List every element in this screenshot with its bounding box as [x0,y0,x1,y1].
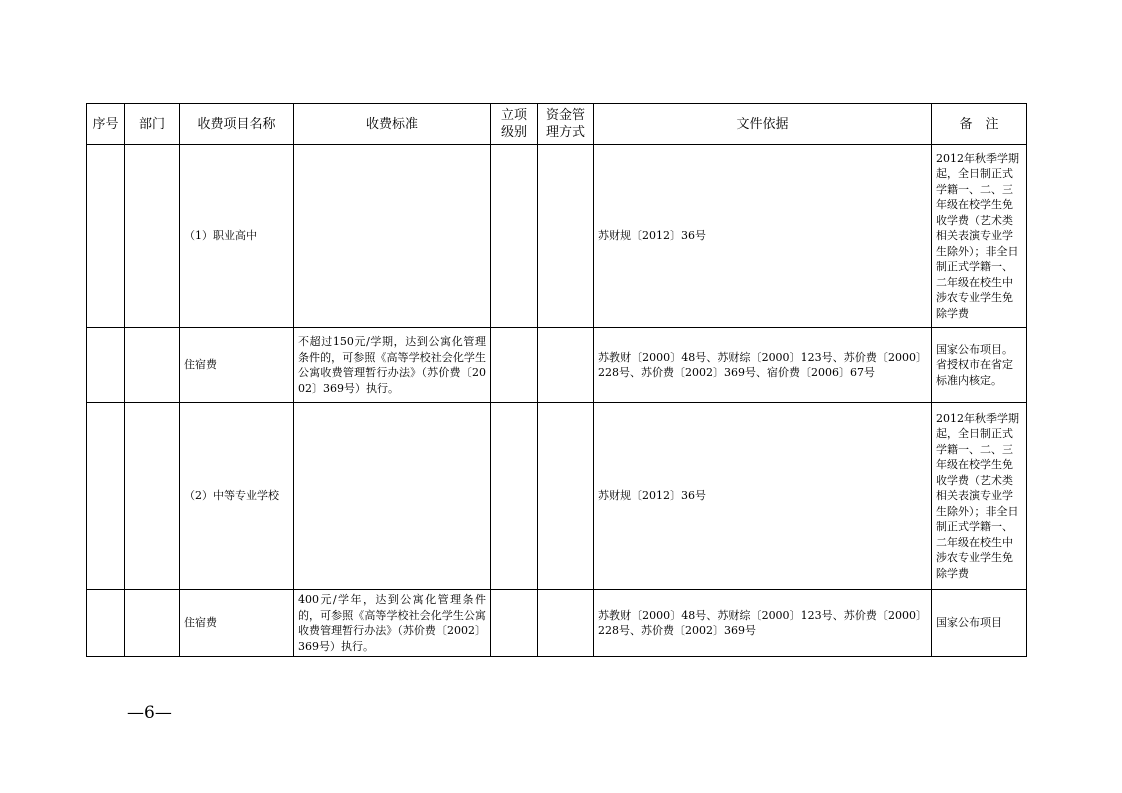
cell-level [491,403,538,590]
cell-note: 国家公布项目 [932,590,1027,657]
header-no: 序号 [87,104,125,145]
cell-basis: 苏教财〔2000〕48号、苏财综〔2000〕123号、苏价费〔2000〕228号、苏价费〔2002〕369号 [594,590,932,657]
cell-level [491,590,538,657]
cell-dept [125,403,180,590]
cell-fund [538,403,594,590]
header-basis: 文件依据 [594,104,932,145]
cell-note: 2012年秋季学期起，全日制正式学籍一、二、三年级在校学生免收学费（艺术类相关表演专业学生除外）；非全日制正式学籍一、二年级在校生中涉农专业学生免除学费 [932,403,1027,590]
header-dept: 部门 [125,104,180,145]
header-note: 备 注 [932,104,1027,145]
cell-item: （1）职业高中 [180,145,294,328]
cell-item: （2）中等专业学校 [180,403,294,590]
table-row [87,590,1027,657]
header-fund: 资金管理方式 [538,104,594,145]
cell-basis: 苏教财〔2000〕48号、苏财综〔2000〕123号、苏价费〔2000〕228号、苏价费〔2002〕369号、宿价费〔2006〕67号 [594,328,932,403]
cell-fund [538,145,594,328]
cell-standard [294,403,491,590]
cell-level [491,145,538,328]
header-level: 立项级别 [491,104,538,145]
cell-fund [538,328,594,403]
cell-no [87,590,125,657]
cell-item: 住宿费 [180,590,294,657]
cell-no [87,328,125,403]
cell-item: 住宿费 [180,328,294,403]
cell-dept [125,590,180,657]
table-row [87,145,1027,328]
header-item: 收费项目名称 [180,104,294,145]
cell-no [87,145,125,328]
cell-basis: 苏财规〔2012〕36号 [594,145,932,328]
cell-level [491,328,538,403]
cell-basis: 苏财规〔2012〕36号 [594,403,932,590]
cell-dept [125,328,180,403]
cell-fund [538,590,594,657]
cell-dept [125,145,180,328]
table-row [87,328,1027,403]
cell-standard: 400元/学年，达到公寓化管理条件的，可参照《高等学校社会化学生公寓收费管理暂行办法》（苏价费〔2002〕369号）执行。 [294,590,491,657]
cell-no [87,403,125,590]
cell-standard: 不超过150元/学期，达到公寓化管理条件的，可参照《高等学校社会化学生公寓收费管理暂行办法》（苏价费〔2002〕369号）执行。 [294,328,491,403]
page-number: —6— [127,703,172,723]
table-row [87,403,1027,590]
header-row [87,104,1027,145]
header-standard: 收费标准 [294,104,491,145]
cell-note: 国家公布项目。省授权市在省定标准内核定。 [932,328,1027,403]
cell-standard [294,145,491,328]
cell-note: 2012年秋季学期起，全日制正式学籍一、二、三年级在校学生免收学费（艺术类相关表演专业学生除外）；非全日制正式学籍一、二年级在校生中涉农专业学生免除学费 [932,145,1027,328]
fee-table [86,103,1027,657]
